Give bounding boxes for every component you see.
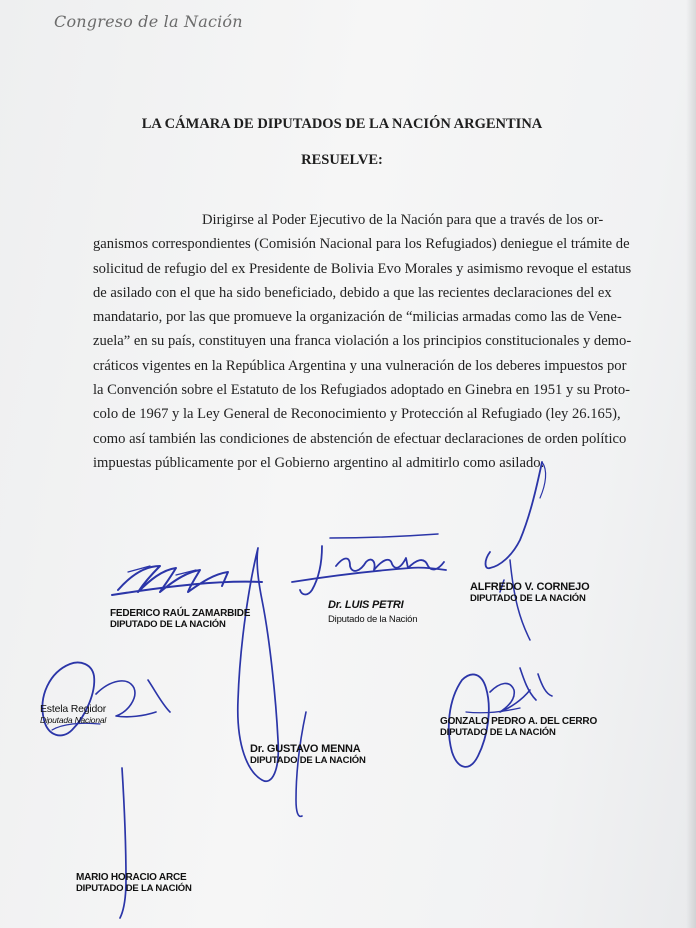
body-line: Dirigirse al Poder Ejecutivo de la Nación para que a través de los or- — [202, 212, 604, 228]
body-line: mandatario, por las que promueve la organización de “milicias armadas como las de Vene- — [93, 309, 622, 326]
body-line: como así también las condiciones de abstención de efectuar declaraciones de orden político — [93, 430, 627, 447]
body-line: solicitud de refugio del ex Presidente de Bolivia Evo Morales y asimismo revoque el estatus — [93, 260, 632, 277]
body-line: impuestas públicamente por el Gobierno argentino al admitirlo como asilado. — [93, 454, 545, 471]
signer-name: FEDERICO RAÚL ZAMARBIDE — [110, 608, 251, 619]
signature-cornejo — [486, 462, 543, 568]
page-edge-shadow — [686, 0, 696, 928]
body-line: la Convención sobre el Estatuto de los Refugiados adoptado en Ginebra en 1951 y su Proto- — [93, 382, 631, 399]
body-line: colo de 1967 y la Ley General de Reconocimiento y Protección al Refugiado (ley 26.165), — [93, 406, 621, 423]
body-line: cráticos vigentes en la República Argentina y una vulneración de los deberes impuestos por — [93, 357, 627, 374]
signer-name: MARIO HORACIO ARCE — [76, 872, 187, 883]
body-line: ganismos correspondientes (Comisión Nacional para los Refugiados) deniegue el trámite de — [93, 236, 630, 253]
signer-petri — [328, 600, 417, 625]
body-line: zuela” en su país, constituyen una franca violación a los principios constitucionales y demo- — [93, 333, 632, 350]
signer-title: DIPUTADO DE LA NACIÓN — [470, 593, 586, 604]
signer-menna — [250, 744, 366, 766]
signer-zamarbide — [110, 608, 250, 630]
signer-regidor — [40, 704, 106, 726]
signer-name: Estela Regidor — [40, 703, 107, 715]
signer-title: DIPUTADO DE LA NACIÓN — [76, 883, 192, 894]
signer-name: ALFREDO V. CORNEJO — [470, 581, 590, 593]
signer-name: GONZALO PEDRO A. DEL CERRO — [440, 716, 598, 727]
signer-arce — [76, 872, 192, 894]
signer-name: Dr. LUIS PETRI — [328, 599, 404, 611]
signature-zamarbide — [112, 566, 262, 595]
resolve-heading: RESUELVE: — [301, 152, 383, 168]
body-line: de asilado con el que ha sido beneficiado, debido a que las recientes declaraciones del ex — [93, 284, 612, 301]
signature-petri — [292, 568, 446, 582]
signer-title: DIPUTADO DE LA NACIÓN — [250, 755, 366, 766]
signer-name: Dr. GUSTAVO MENNA — [250, 743, 361, 755]
signer-cornejo — [470, 582, 589, 604]
signer-title: Diputado de la Nación — [328, 614, 418, 625]
signer-title: DIPUTADO DE LA NACIÓN — [110, 619, 226, 630]
signer-title: Diputada Nacional — [40, 715, 107, 725]
signer-title: DIPUTADO DE LA NACIÓN — [440, 727, 556, 738]
signer-del-cerro — [440, 716, 597, 738]
letterhead: Congreso de la Nación — [54, 12, 243, 31]
signature-arce — [120, 768, 126, 918]
resolution-body — [93, 208, 632, 475]
document-heading: LA CÁMARA DE DIPUTADOS DE LA NACIÓN ARGENTINA — [141, 116, 543, 132]
